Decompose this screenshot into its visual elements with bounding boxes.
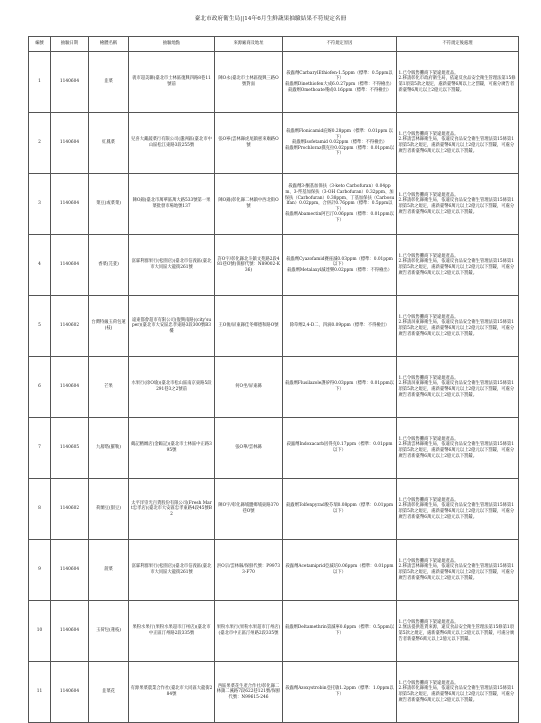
cell-handling — [397, 479, 519, 540]
cell-no: 11 — [29, 662, 51, 723]
cell-name: 菠菜 — [89, 540, 129, 601]
cell-violation-line: 殺蟲劑Acetamiprid亞滅培0.06ppm（標準：0.01ppm以下） — [285, 564, 394, 575]
cell-handling-line: 2.移請彰化縣衛生局，依違反食品安全衛生管理法第15條第1項第5款之規定，處新臺幣6萬元以上2億元以下罰鍰，可處分廣告者新臺幣6萬元以上2億元以下罰鍰。 — [398, 686, 515, 703]
cell-name: 九層塔(羅勒) — [89, 418, 129, 479]
cell-name: 韭菜花 — [89, 662, 129, 723]
cell-handling-line: 1.已令販售攤商下架違規產品。 — [398, 680, 459, 686]
cell-violation-line: 殺蟲劑Dinethiofen大成6.0.27ppm（標準：不得檢出） — [285, 82, 394, 87]
header-handling: 不符規定後處理 — [397, 37, 519, 52]
cell-handling-line: 1.已令販售攤商下架違規產品。 — [398, 131, 459, 137]
cell-source: 陳O永(臺北市士林區復興三路O號對面 — [215, 52, 283, 113]
cell-no: 5 — [29, 296, 51, 357]
cell-violation — [283, 601, 397, 662]
table-row — [29, 418, 519, 479]
cell-no: 4 — [29, 235, 51, 296]
cell-date: 1140604 — [51, 601, 89, 662]
cell-no: 10 — [29, 601, 51, 662]
cell-violation — [283, 113, 397, 174]
cell-handling — [397, 540, 519, 601]
cell-no: 3 — [29, 174, 51, 235]
cell-name: 芒果 — [89, 357, 129, 418]
cell-violation-line: 殺蟲劑Metalaxyl滅達樂0.02ppm（標準：不得檢出） — [287, 267, 392, 273]
cell-date: 1140602 — [51, 479, 89, 540]
cell-handling-line: 1.已令販售攤商下架違規產品。 — [398, 619, 459, 625]
cell-handling-line: 2.移請屏東縣衛生局，依違反食品安全衛生管理法第15條第1項第5款之規定，處新臺幣6萬元以上2億元以下罰鍰，可處分廣告者新臺幣6萬元以上2億元以下罰鍰。 — [398, 381, 515, 398]
cell-date: 1140604 — [51, 174, 89, 235]
cell-violation-line: 殺蟲劑Azoxystrobin亞托敏1.2ppm（標準：1.0ppm以下） — [285, 686, 394, 697]
table-row — [29, 296, 519, 357]
cell-handling-line: 1.已令販售攤商下架違規產品。 — [398, 436, 459, 442]
cell-date: 1140604 — [51, 540, 89, 601]
cell-location: 有源果菜農業合作社(臺北市大同區大龍街284號 — [129, 662, 215, 723]
cell-handling-line: 2.移請屏東縣衛生局，依違反食品安全衛生管理法第15條第1項第5款之規定，處新臺幣6萬元以上2億元以下罰鍰，可處分廣告者新臺幣6萬元以上2億元以下罰鍰。 — [398, 320, 515, 337]
cell-handling-line: 2.移請雲林縣衛生局，依違反食品安全衛生管理法第15條第1項第5款之規定，處新臺幣6萬元以上2億元以下罰鍰，可處分廣告者新臺幣6萬元以上2億元以下罰鍰。 — [398, 442, 515, 459]
header-violation: 不符規定原因 — [283, 37, 397, 52]
cell-handling — [397, 52, 519, 113]
cell-location: 鶴記精緻店(金鶴記)(臺北市士林區中正路395號 — [129, 418, 215, 479]
table-row — [29, 601, 519, 662]
cell-handling — [397, 113, 519, 174]
cell-date: 1140605 — [51, 418, 89, 479]
table-row — [29, 479, 519, 540]
cell-date: 1140604 — [51, 357, 89, 418]
cell-handling-line: 2.移請彰化縣衛生局，依違反食品安全衛生管理法第15條第1項第5款之規定，處新臺幣6萬元以上2億元以下罰鍰，可處分廣告者新臺幣6萬元以上2億元以下罰鍰。 — [398, 259, 515, 276]
cell-violation — [283, 52, 397, 113]
cell-source: 王O俊/屏東縣佳冬鄉德和路O號 — [215, 296, 283, 357]
table-row — [29, 662, 519, 723]
cell-handling — [397, 235, 519, 296]
cell-handling — [397, 296, 519, 357]
cell-name: 菜豆(或菜菜) — [89, 174, 129, 235]
cell-handling-line: 1.已令販售攤商下架違規產品。 — [398, 497, 459, 503]
table-row — [29, 113, 519, 174]
table-row — [29, 235, 519, 296]
cell-no: 7 — [29, 418, 51, 479]
cell-date: 1140604 — [51, 52, 89, 113]
cell-violation-line: 殺蟲劑Tolfenpyrad脫芬瑞0.08ppm（標準：0.01ppm以下） — [285, 503, 394, 514]
cell-violation — [283, 418, 397, 479]
cell-violation — [283, 479, 397, 540]
cell-violation-line: 殺蟲劑3-酮基加保扶（3-keto Carbofuran）0.04ppm、3-羥基加保扶（3-OH Carbofuran）0.32ppm、加保扶（Carbofuran）0.38ppm、丁基加保扶（Carbosulfan）0.02ppm，合併計0.76ppm（標準：0.5ppm以下） — [284, 184, 395, 212]
cell-violation-line: 殺蟲劑Isofetamid 0.02ppm（標準：不得檢出） — [291, 140, 388, 146]
table-row — [29, 357, 519, 418]
table-row — [29, 174, 519, 235]
cell-location: 水果行(徐O瑜)(臺北市松山區南京東路5段291巷3之2號前 — [129, 357, 215, 418]
cell-no: 8 — [29, 479, 51, 540]
cell-source: 陳O錦(彰化縣二林鎮中西北街O號 — [215, 174, 283, 235]
cell-source: 西區果菜花生產合作社/彰化縣二林鎮二溪路7段622巷121號/保鮮代號：N99615-246 — [215, 662, 283, 723]
cell-location: 遠東都會超市有限公司(復興南路)(city'super)(臺北市大安區忠孝東路3段300號B3樓 — [129, 296, 215, 357]
cell-source: 張O寧(雲林縣虎尾鎮惠來廟路O號 — [215, 113, 283, 174]
cell-handling — [397, 418, 519, 479]
cell-violation-line: 殺蟲劑Omethoate殘成0.16ppm（標準：不得檢出） — [287, 87, 392, 93]
header-name: 檢體名稱 — [89, 37, 129, 52]
cell-location: 太平洋崇光百貨股份有限公司(Fresh Mart忠孝店)(臺北市大安區忠孝東路4段45號B2 — [129, 479, 215, 540]
cell-violation — [283, 296, 397, 357]
cell-handling-line: 2.移請彰化縣衛生局，依違反食品安全衛生管理法第15條第1項第5款之規定，處新臺幣6萬元以上2億元以下罰鍰，可處分廣告者新臺幣6萬元以上2億元以下罰鍰。 — [398, 198, 515, 215]
cell-violation-line: 殺蟲劑Prochloraz撲克拉0.02ppm（標準：0.01ppm以下） — [284, 145, 395, 157]
header-no: 編號 — [29, 37, 51, 52]
cell-source: 洪O宗/雲林縣/保鮮代號：P99733-F70 — [215, 540, 283, 601]
cell-name: 紅鳳菜 — [89, 113, 129, 174]
header-date: 抽驗日期 — [51, 37, 89, 52]
cell-violation-line: 殺蟲劑Indoxacarb因得克0.17ppm（標準：0.01ppm以下） — [286, 442, 393, 453]
cell-violation-line: 殺蟲劑Flusilazole護矽得0.03ppm（標準：0.01ppm以下） — [285, 381, 394, 392]
cell-source: 許O宇/彰化縣北斗鎮文苑路2段481巷O號(保鮮代號：N89002-K36) — [215, 235, 283, 296]
table-body — [29, 52, 519, 723]
cell-no: 9 — [29, 540, 51, 601]
cell-handling — [397, 662, 519, 723]
cell-name: 台灣特級玉荷包蓮(枝) — [89, 296, 129, 357]
cell-violation — [283, 174, 397, 235]
cell-violation-line: 除草劑2,4-D二、四滴0.09ppm（標準：不得檢出） — [289, 323, 390, 329]
cell-location: 義市超美聯(臺北市士林區復興四路8巷11號前 — [129, 52, 215, 113]
cell-name: 玉荷包(蓮枝) — [89, 601, 129, 662]
table-row — [29, 540, 519, 601]
table-header-row — [29, 37, 519, 52]
cell-location: 富霖利群果行(松園店)(臺北市信義區(臺北市大同區大龍街261號 — [129, 540, 215, 601]
header-source: 來源廠商及地址 — [215, 37, 283, 52]
cell-violation — [283, 662, 397, 723]
cell-handling — [397, 601, 519, 662]
cell-violation-line: 殺蟲劑Abamectin阿巴汀0.06ppm（標準：0.01ppm以下） — [285, 212, 394, 223]
cell-violation — [283, 357, 397, 418]
cell-violation-line: 殺蟲劑Cyazofamid賽座滅0.03ppm（標準：0.01ppm以下） — [286, 256, 393, 268]
table-row — [29, 52, 519, 113]
cell-violation-line: 殺蟲劑Flonicamid庇蚜0.28ppm（標準：0.01ppm 以下） — [286, 129, 393, 140]
cell-violation — [283, 540, 397, 601]
cell-no: 1 — [29, 52, 51, 113]
cell-handling-line: 1.已令販售攤商下架違規產品。 — [398, 314, 459, 320]
cell-name: 韭菜 — [89, 52, 129, 113]
cell-date: 1140604 — [51, 235, 89, 296]
cell-name: 香菜(芫荽) — [89, 235, 129, 296]
cell-handling-line: 2.移請雲林縣衛生局，依違反食品安全衛生管理法第15條第1項第5款之規定，處新臺幣6萬元以上2億元以下罰鍰，可處分廣告者新臺幣6萬元以上2億元以下罰鍰。 — [398, 137, 515, 154]
cell-source: 何O坐/屏東縣 — [215, 357, 283, 418]
cell-name: 荷蘭豆(甜豆) — [89, 479, 129, 540]
cell-handling-line: 1.已令販售攤商下架違規產品。 — [398, 192, 459, 198]
cell-handling-line: 2.移請雲林縣衛生局，依違反食品安全衛生管理法第15條第1項第5款之規定，處新臺幣6萬元以上2億元以下罰鍰，可處分廣告者新臺幣6萬元以上2億元以下罰鍰。 — [398, 564, 515, 581]
document-title: 臺北市政府衛生局||14年6月生鮮蔬果抽驗結果不符規定名冊 — [194, 16, 347, 22]
cell-violation-line: 殺蟲劑Deltamethrin第滅寧0.6ppm（標準：0.5ppm以下） — [284, 625, 395, 636]
cell-handling-line: 2.移請彰化市政府衛生局，依違反食品安全衛生管理法第15條第1項第5款之規定，處新臺幣6萬以上之罰鍰，可處分廣告者新臺幣6萬元以上2億元以下罰鍰。 — [398, 76, 516, 93]
cell-date: 1140604 — [51, 113, 89, 174]
cell-location: 果粉水果行(果粉水果超市汀州店)(臺北市中正區汀州路2段335號 — [129, 601, 215, 662]
cell-source: 陳O宇/彰化縣埔鹽鄉埔東路370巷O號 — [215, 479, 283, 540]
cell-date: 1140602 — [51, 296, 89, 357]
cell-violation — [283, 235, 397, 296]
cell-handling-line: 1.已令販售攤商下架違規產品。 — [398, 375, 459, 381]
cell-no: 2 — [29, 113, 51, 174]
cell-source: 張O華/雲林縣 — [215, 418, 283, 479]
cell-date: 1140604 — [51, 662, 89, 723]
violation-table — [28, 36, 519, 723]
cell-violation-line: 殺蟲劑CarbarylEthiofen-1.5ppm（標準：0.5ppm以下） — [286, 70, 393, 82]
cell-location: 富霖利群果行(松園店)(臺北市信義區(臺北市大同區大龍街261號 — [129, 235, 215, 296]
cell-handling — [397, 174, 519, 235]
cell-source: 果粉水果行(果粉水果超市汀州店)(臺北市中正區汀州路2段335號 — [215, 601, 283, 662]
cell-handling-line: 1.已令販售攤商下架違規產品。 — [398, 558, 459, 564]
header-location: 抽驗地點 — [129, 37, 215, 52]
cell-handling-line: 2.無法提供進貨來源，違反食品安全衛生管理法第15條第1項第5款之規定，處新臺幣6萬元以上2億元以下罰鍰，可處分廣告者新臺幣6萬元以上2億元以下罰鍰。 — [398, 625, 515, 642]
cell-no: 6 — [29, 357, 51, 418]
cell-handling-line: 2.移請彰化縣衛生局，依違反食品安全衛生管理法第15條第1項第5款之規定，處新臺幣6萬元以上2億元以下罰鍰，可處分廣告者新臺幣6萬元以上2億元以下罰鍰。 — [398, 503, 515, 520]
cell-handling — [397, 357, 519, 418]
cell-handling-line: 1.已令販售攤商下架違規產品。 — [398, 253, 459, 259]
cell-handling-line: 1.已令販售攤商下架違規產品。 — [398, 70, 459, 76]
cell-location: 陳O錦(臺北市萬華區萬大路533號第一果菜批發市場地號137 — [129, 174, 215, 235]
cell-location: 兒喜大藏蔬菜行有限公司(蘆洲區(臺北市中山區松江東路3段255號 — [129, 113, 215, 174]
